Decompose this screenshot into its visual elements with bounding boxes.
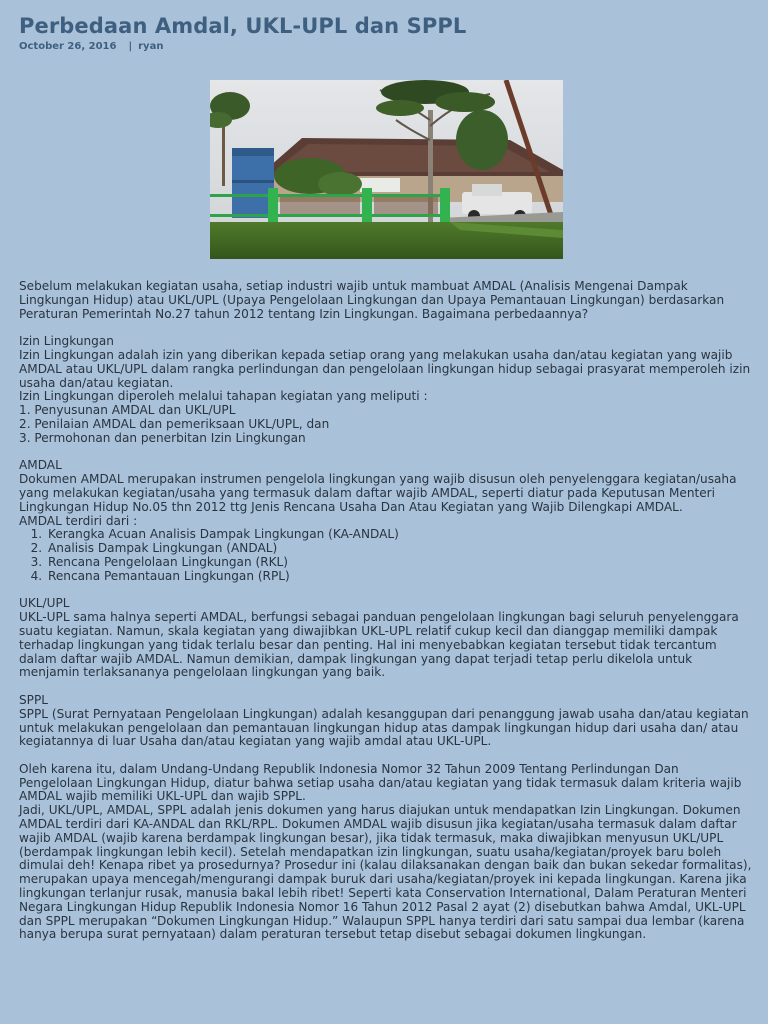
list-item: 1. Kerangka Acuan Analisis Dampak Lingkungan (KA-ANDAL) bbox=[46, 528, 754, 542]
list-item: 3. Rencana Pengelolaan Lingkungan (RKL) bbox=[46, 556, 754, 570]
post-date[interactable]: October 26, 2016 bbox=[19, 41, 117, 52]
section-heading-sppl: SPPL bbox=[19, 692, 49, 707]
featured-image bbox=[210, 80, 563, 259]
post-author[interactable]: ryan bbox=[138, 41, 164, 52]
list-item: 4. Rencana Pemantauan Lingkungan (RPL) bbox=[46, 570, 754, 584]
amdal-paragraph: Dokumen AMDAL merupakan instrumen pengelola lingkungan yang wajib disusun oleh penyelenggara kegiatan/usaha yang melakukan kegiatan/usaha yang termasuk dalam daftar wajib AMDAL, seperti diatur pada Keputusan Menteri Lingkungan Hidup No.05 thn 2012 ttg Jenis Rencana Usaha Dan Atau Kegiatan yang Wajib Dilengkapi AMDAL. bbox=[19, 472, 737, 514]
meta-separator: | bbox=[128, 41, 133, 52]
amdal-components-list bbox=[19, 528, 754, 583]
izin-steps-list bbox=[19, 404, 754, 445]
intro-paragraph: Sebelum melakukan kegiatan usaha, setiap industri wajib untuk mambuat AMDAL (Analisis Mengenai Dampak Lingkungan Hidup) atau UKL/UPL (Upaya Pengelolaan Lingkungan dan Upaya Pemantauan Lingkungan) berdasarkan Peraturan Pemerintah No.27 tahun 2012 tentang Izin Lingkungan. Bagaimana perbedaannya? bbox=[19, 279, 725, 321]
closing-paragraph-1: Oleh karena itu, dalam Undang-Undang Republik Indonesia Nomor 32 Tahun 2009 Tentang Perlindungan Dan Pengelolaan Lingkungan Hidup, diatur bahwa setiap usaha dan/atau kegiatan yang tidak termasuk dalam kriteria wajib AMDAL wajib memiliki UKL-UPL dan wajib SPPL. bbox=[19, 761, 742, 804]
page-title: Perbedaan Amdal, UKL-UPL dan SPPL bbox=[19, 14, 467, 38]
izin-steps-intro: Izin Lingkungan diperoleh melalui tahapan kegiatan yang meliputi : bbox=[19, 389, 428, 404]
closing-paragraph-2: Jadi, UKL/UPL, AMDAL, SPPL adalah jenis dokumen yang harus diajukan untuk mendapatkan Izin Lingkungan. Dokumen AMDAL terdiri dari KA-ANDAL dan RKL/RPL. Dokumen AMDAL wajib disusun jika kegiatan/usaha termasuk dalam daftar wajib AMDAL (wajib karena berdampak lingkungan besar), jika tidak termasuk, maka diwajibkan menyusun UKL/UPL (berdampak lingkungan lebih kecil). Setelah mendapatkan izin lingkungan, suatu usaha/kegiatan/proyek baru boleh dimulai deh! Kenapa ribet ya prosedurnya? Prosedur ini (kalau dilaksanakan dengan baik dan bukan sekedar formalitas), merupakan upaya mencegah/mengurangi dampak buruk dari usaha/kegiatan/proyek ini kepada lingkungan. Karena jika lingkungan terlanjur rusak, manusia bakal lebih ribet! Seperti kata Conservation International, Dalam Peraturan Menteri Negara Lingkungan Hidup Republik Indonesia Nomor 16 Tahun 2012 Pasal 2 ayat (2) disebutkan bahwa Amdal, UKL-UPL dan SPPL merupakan “Dokumen Lingkungan Hidup.” Walaupun SPPL hanya terdiri dari satu sampai dua lembar (karena hanya berupa surat pernyataan) dalam peraturan tersebut tetap disebut sebagai dokumen lingkungan. bbox=[19, 803, 752, 942]
section-heading-ukl-upl: UKL/UPL bbox=[19, 596, 70, 611]
section-heading-amdal: AMDAL bbox=[19, 458, 62, 473]
list-item: 1. Penyusunan AMDAL dan UKL/UPL bbox=[19, 403, 236, 418]
izin-paragraph: Izin Lingkungan adalah izin yang diberikan kepada setiap orang yang melakukan usaha dan/atau kegiatan yang wajib AMDAL atau UKL/UPL dalam rangka perlindungan dan pengelolaan lingkungan hidup sebagai prasyarat memperoleh izin usaha dan/atau kegiatan. bbox=[19, 347, 751, 390]
list-item: 2. Penilaian AMDAL dan pemeriksaan UKL/UPL, dan bbox=[19, 416, 330, 431]
section-heading-izin: Izin Lingkungan bbox=[19, 334, 114, 349]
list-item: 2. Analisis Dampak Lingkungan (ANDAL) bbox=[46, 542, 754, 556]
list-item: 3. Permohonan dan penerbitan Izin Lingkungan bbox=[19, 430, 306, 445]
article-body bbox=[19, 280, 754, 942]
sppl-paragraph: SPPL (Surat Pernyataan Pengelolaan Lingkungan) adalah kesanggupan dari penanggung jawab usaha dan/atau kegiatan untuk melakukan pengelolaan dan pemantauan lingkungan hidup atas dampak lingkungan hidup dari usaha dan/ atau kegiatannya di luar Usaha dan/atau kegiatan yang wajib amdal atau UKL-UPL. bbox=[19, 706, 749, 749]
ukl-upl-paragraph: UKL-UPL sama halnya seperti AMDAL, berfungsi sebagai panduan pengelolaan lingkungan bagi seluruh penyelenggara suatu kegiatan. Namun, skala kegiatan yang diwajibkan UKL-UPL relatif cukup kecil dan dianggap memiliki dampak terhadap lingkungan yang tidak terlalu besar dan penting. Hal ini menyebabkan kegiatan tersebut tidak tercantum dalam daftar wajib AMDAL. Namun demikian, dampak lingkungan yang dapat terjadi tetap perlu dikelola untuk menjamin terlaksananya pengelolaan lingkungan yang baik. bbox=[19, 610, 739, 680]
amdal-list-intro: AMDAL terdiri dari : bbox=[19, 513, 138, 528]
post-meta bbox=[19, 40, 750, 54]
